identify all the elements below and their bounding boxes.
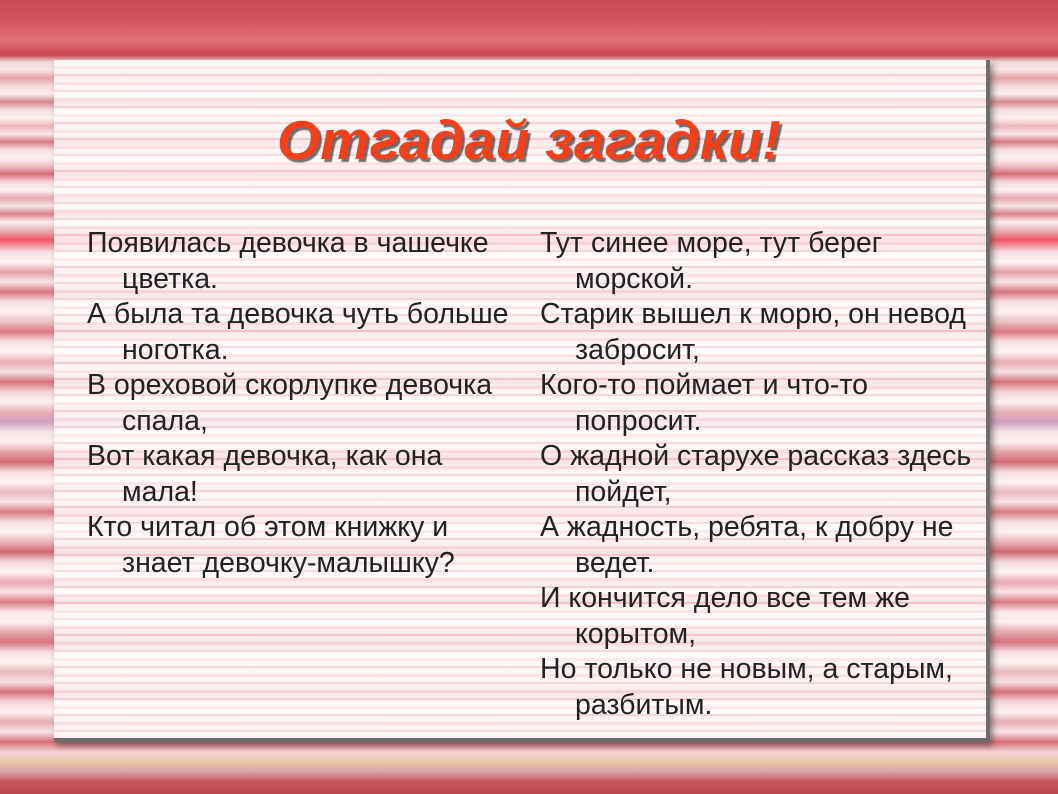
- riddle-right-line: Старик вышел к морю, он невод забросит,: [540, 298, 966, 366]
- riddle-left-line: Появилась девочка в чашечке цветка.: [87, 227, 489, 295]
- riddle-left-line: А была та девочка чуть больше ноготка.: [87, 298, 509, 366]
- riddle-right-line: Но только не новым, а старым, разбитым.: [540, 653, 953, 721]
- riddle-left-line: Кто читал об этом книжку и знает девочку-малышку?: [87, 511, 455, 579]
- riddle-left-line: Вот какая девочка, как она мала!: [87, 440, 443, 508]
- slide-title: Отгадай загадки!: [276, 109, 782, 171]
- riddle-left-line: В ореховой скорлупке девочка спала,: [87, 369, 493, 437]
- riddle-left: [87, 226, 517, 581]
- riddle-right-line: Кого-то поймает и что-то попросит.: [540, 369, 868, 437]
- riddle-right-line: А жадность, ребята, к добру не ведет.: [540, 511, 954, 579]
- riddle-right-line: О жадной старухе рассказ здесь пойдет,: [540, 440, 972, 508]
- riddle-right-line: И кончится дело все тем же корытом,: [540, 582, 910, 650]
- riddle-right-line: Тут синее море, тут берег морской.: [540, 227, 883, 295]
- riddle-right: [540, 226, 980, 723]
